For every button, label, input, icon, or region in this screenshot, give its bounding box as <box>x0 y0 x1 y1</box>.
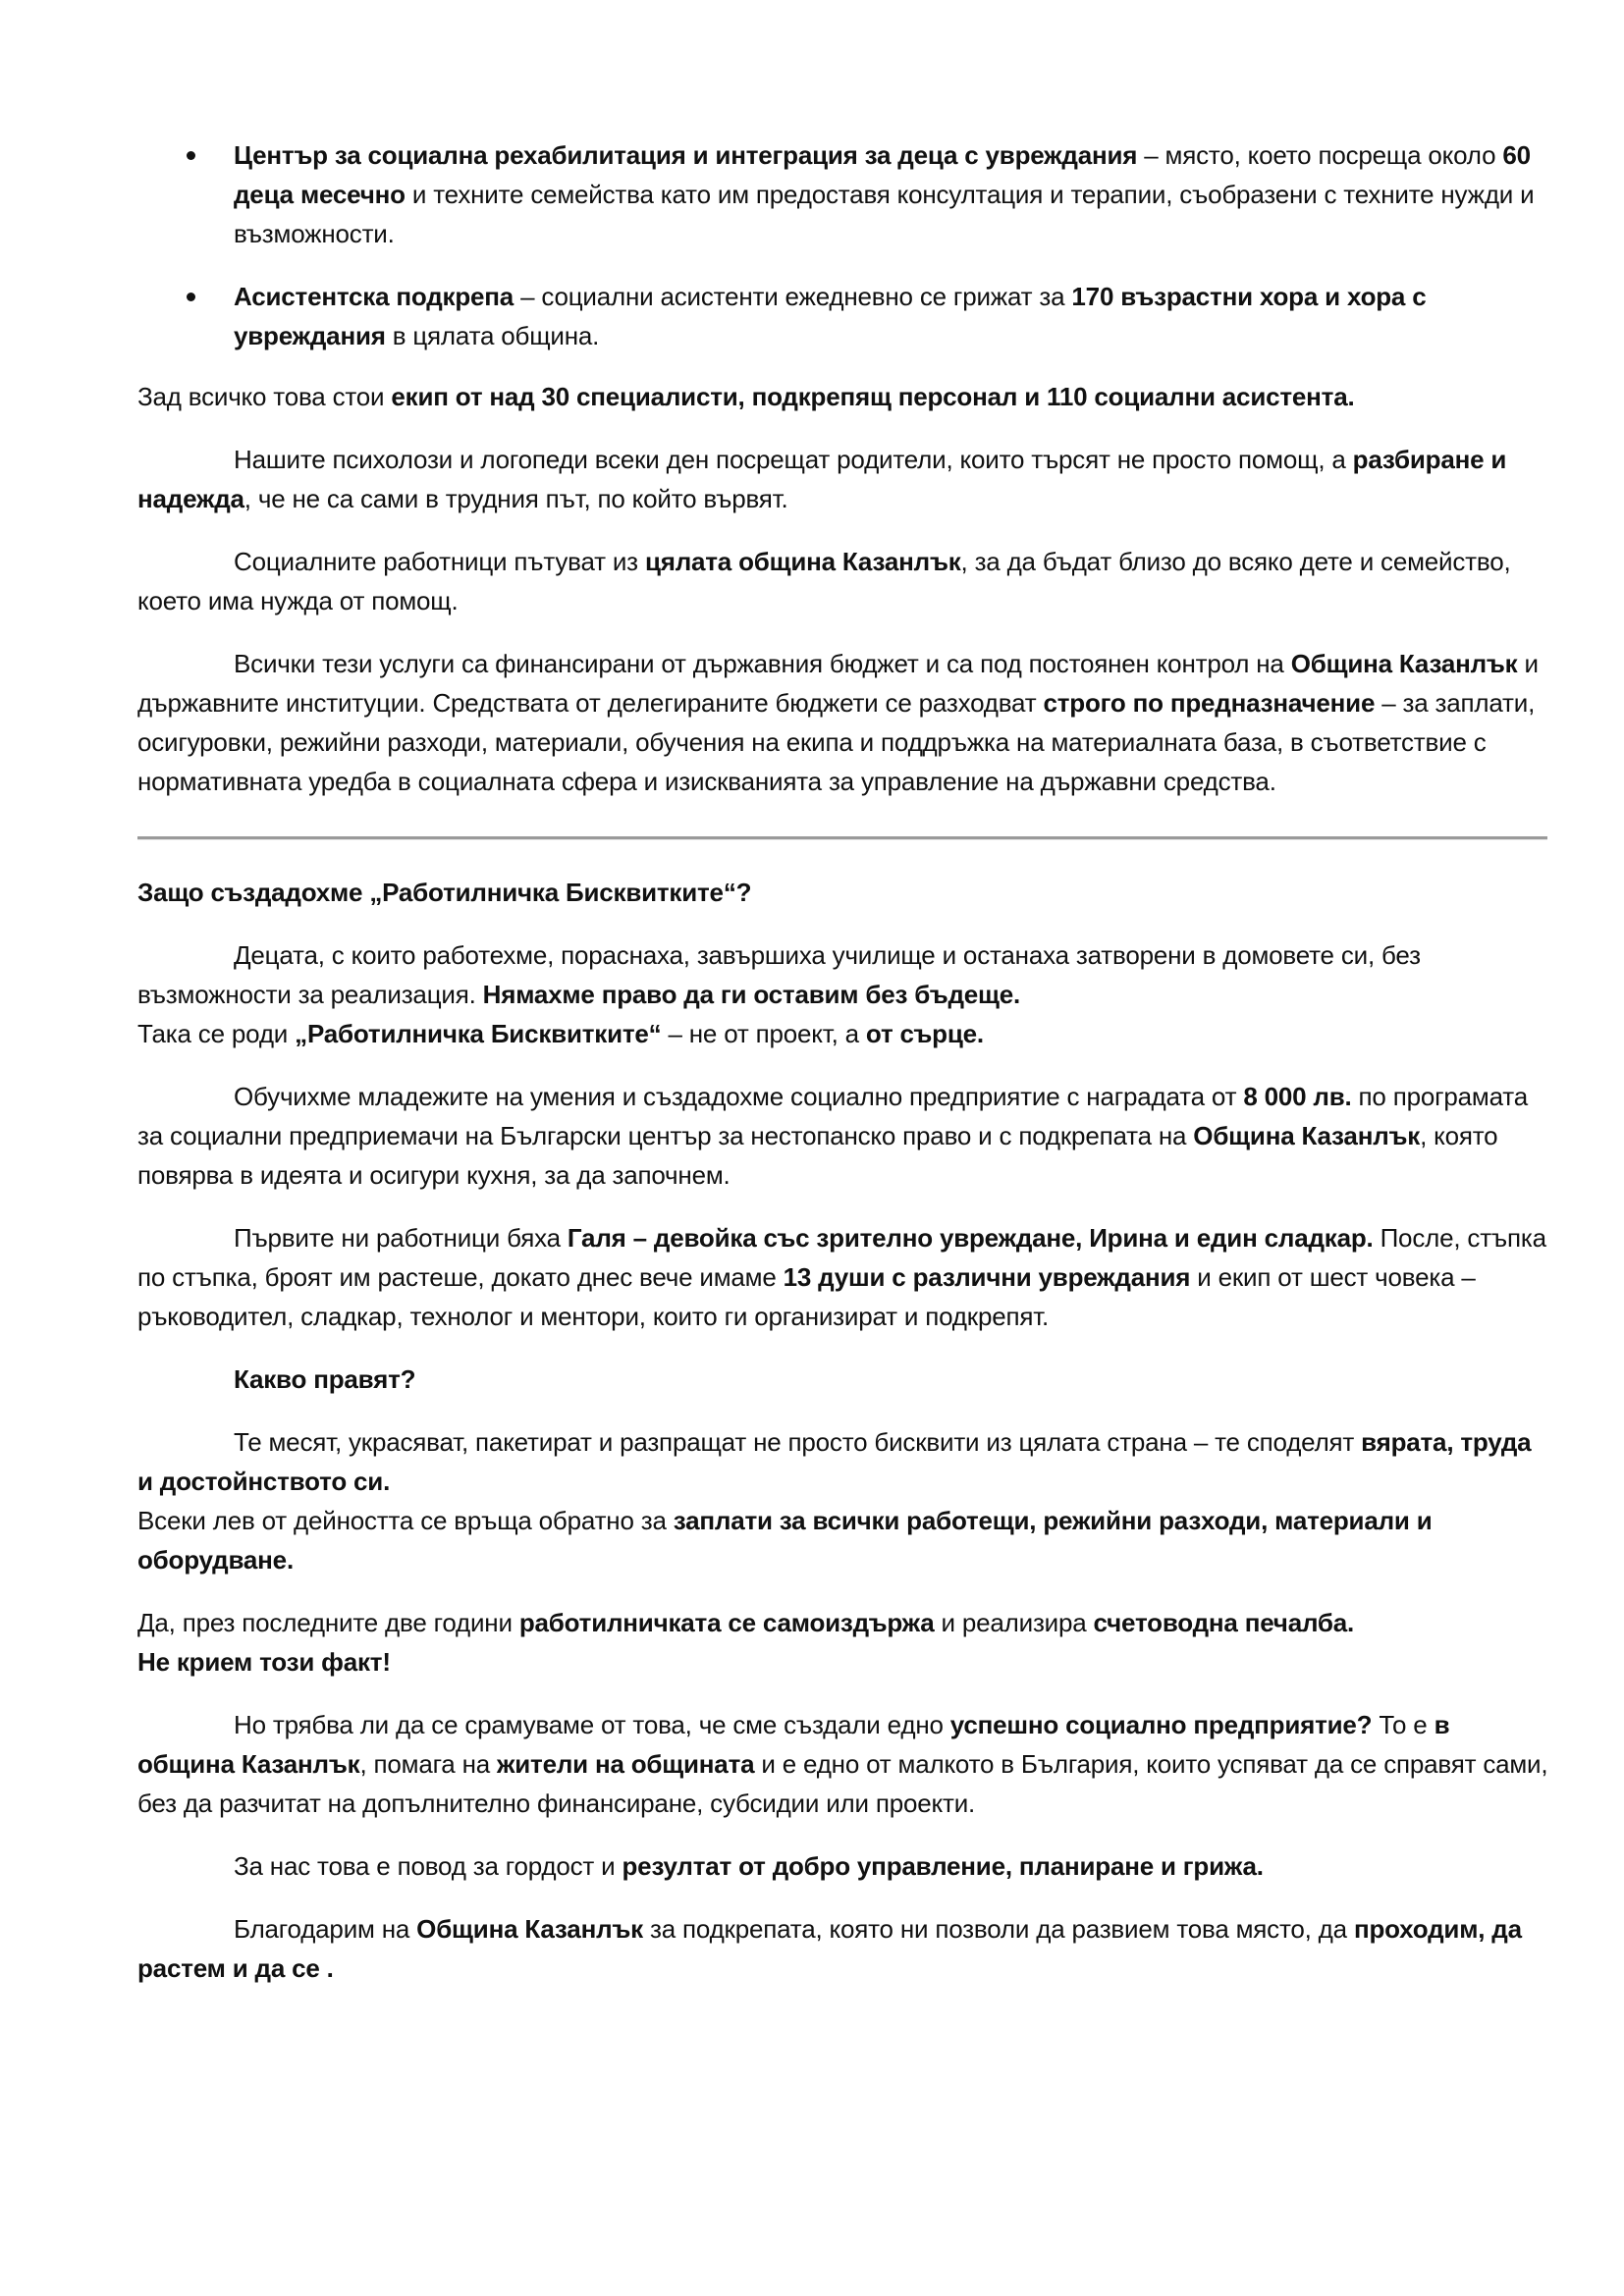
text-run: в цялата община. <box>385 321 600 350</box>
bold-text: разбиране и надежда <box>137 445 1507 513</box>
bold-text: жители на общината <box>497 1749 755 1779</box>
list-item-assistant-support <box>137 277 1551 355</box>
bold-text: счетоводна печалба. <box>1093 1608 1355 1637</box>
bold-text: строго по предназначение <box>1043 688 1376 718</box>
bold-text: 8 000 лв. <box>1243 1082 1352 1111</box>
paragraph-every-lev <box>137 1501 1551 1579</box>
bold-text: „Работилничка Бисквитките“ <box>295 1019 662 1048</box>
bold-text: 60 деца месечно <box>234 140 1531 209</box>
bold-text: Асистентска подкрепа <box>234 282 514 311</box>
subheading-what-they-do: Какво правят? <box>234 1364 416 1394</box>
paragraph-what-they-do <box>137 1422 1551 1501</box>
text-run: , която повярва в идеята и осигури кухня, за да започнем. <box>137 1121 1498 1190</box>
bold-text: 170 възрастни хора и хора с увреждания <box>234 282 1427 350</box>
paragraph-funding <box>137 644 1551 801</box>
bullet-icon <box>187 293 195 301</box>
paragraph-pride <box>137 1846 1551 1886</box>
bullet-icon <box>187 151 195 160</box>
bold-text: цялата община Казанлък <box>644 547 961 576</box>
text-run: , че не са сами в трудния път, по който вървят. <box>244 484 788 513</box>
text-run: Така се роди <box>137 1019 296 1048</box>
paragraph-psychologists <box>137 440 1551 518</box>
bold-text: 13 души с различни увреждания <box>783 1262 1191 1292</box>
rich-text <box>234 140 1534 248</box>
text-run: Зад всичко това стои <box>137 382 392 411</box>
bold-text: в община Казанлък <box>137 1710 1450 1779</box>
section-heading: Защо създадохме „Работилничка Бисквитките“? <box>137 878 752 907</box>
rich-text <box>234 282 1426 350</box>
paragraph-social-workers <box>137 542 1551 620</box>
bold-text: резултат от добро управление, планиране и грижа. <box>622 1851 1264 1881</box>
text-run: и екип от шест човека – ръководител, сладкар, технолог и ментори, които ги организират и подкрепят. <box>137 1262 1476 1331</box>
text-run: Обучихме младежите на умения и създадохме социално предприятие с наградата от <box>234 1082 1244 1111</box>
text-run: , за да бъдат близо до всяко дете и семейство, което има нужда от помощ. <box>137 547 1511 615</box>
text-run: и реализира <box>934 1608 1094 1637</box>
text-run: по програмата за социални предприемачи на Български център за нестопанско право и с подкрепата на <box>137 1082 1528 1150</box>
paragraph-thanks <box>137 1909 1551 1988</box>
paragraph-training <box>137 1077 1551 1195</box>
bold-text: Център за социална рехабилитация и интеграция за деца с увреждания <box>234 140 1138 170</box>
text-run: Децата, с които работехме, пораснаха, завършиха училище и останаха затворени в домовете си, без възможности за реализация. <box>137 940 1421 1009</box>
bold-text: Община Казанлък <box>1193 1121 1421 1150</box>
bold-text: Община Казанлък <box>1290 649 1518 678</box>
text-run: – за заплати, осигуровки, режийни разходи, материали, обучения на екипа и поддръжка на материалната база, в съответствие с нормативната уредба в социалната сфера и изискванията за управление на държавни средства. <box>137 688 1536 796</box>
text-run: Нашите психолози и логопеди всеки ден посрещат родители, които търсят не просто помощ, а <box>234 445 1353 474</box>
bold-text: екип от над 30 специалисти, подкрепящ персонал и 110 социални асистента. <box>391 382 1355 411</box>
horizontal-divider <box>137 836 1547 839</box>
bold-text: заплати за всички работещи, режийни разходи, материали и оборудване. <box>137 1506 1433 1575</box>
text-run: После, стъпка по стъпка, броят им растеше, докато днес вече имаме <box>137 1223 1546 1292</box>
list-item-rehab-center <box>137 135 1551 253</box>
text-run: – място, което посреща около <box>1137 140 1503 170</box>
bold-text: Не крием този факт! <box>137 1647 391 1677</box>
text-run: То е <box>1372 1710 1435 1739</box>
text-run: – не от проект, а <box>661 1019 866 1048</box>
paragraph-self-sustain <box>137 1603 1551 1642</box>
bold-text: Галя – девойка със зрително увреждане, Ирина и един сладкар. <box>567 1223 1374 1253</box>
text-run: За нас това е повод за гордост и <box>234 1851 623 1881</box>
document-page <box>137 135 1551 2011</box>
text-run: Благодарим на <box>234 1914 417 1944</box>
text-run: Първите ни работници бяха <box>234 1223 568 1253</box>
text-run: Но трябва ли да се срамуваме от това, че сме създали едно <box>234 1710 950 1739</box>
text-run: Да, през последните две години <box>137 1608 519 1637</box>
text-run: и е едно от малкото в България, които успяват да се справят сами, без да разчитат на допълнително финансиране, субсидии или проекти. <box>137 1749 1548 1818</box>
text-run: , помага на <box>359 1749 498 1779</box>
text-run: – социални асистенти ежедневно се грижат за <box>514 282 1072 311</box>
text-run: и техните семейства като им предоставя консултация и терапии, съобразени с техните нужди и възможности. <box>234 180 1535 248</box>
text-run: Всеки лев от дейността се връща обратно за <box>137 1506 674 1535</box>
text-run: Те месят, украсяват, пакетират и разпращат не просто бисквити из цялата страна – те споделят <box>234 1427 1362 1457</box>
text-run: и държавните институции. Средствата от делегираните бюджети се разходват <box>137 649 1539 718</box>
text-run: Всички тези услуги са финансирани от държавния бюджет и са под постоянен контрол на <box>234 649 1291 678</box>
bold-text: вярата, труда и достойнството си. <box>137 1427 1532 1496</box>
paragraph-children <box>137 935 1551 1014</box>
services-list <box>137 135 1551 355</box>
bold-text: работилничката се самоиздържа <box>518 1608 935 1637</box>
paragraph-team <box>137 377 1551 416</box>
text-run: Социалните работници пътуват из <box>234 547 645 576</box>
text-run: за подкрепата, която ни позволи да развием това място, да <box>642 1914 1354 1944</box>
bold-text: Община Казанлък <box>416 1914 643 1944</box>
paragraph-no-hide <box>137 1642 1551 1682</box>
paragraph-first-workers <box>137 1218 1551 1336</box>
bold-text: проходим, да растем и да се . <box>137 1914 1522 1983</box>
bold-text: от сърце. <box>865 1019 984 1048</box>
bold-text: успешно социално предприятие? <box>949 1710 1373 1739</box>
paragraph-born <box>137 1014 1551 1053</box>
bold-text: Нямахме право да ги оставим без бъдеще. <box>482 980 1021 1009</box>
paragraph-ashamed <box>137 1705 1551 1823</box>
